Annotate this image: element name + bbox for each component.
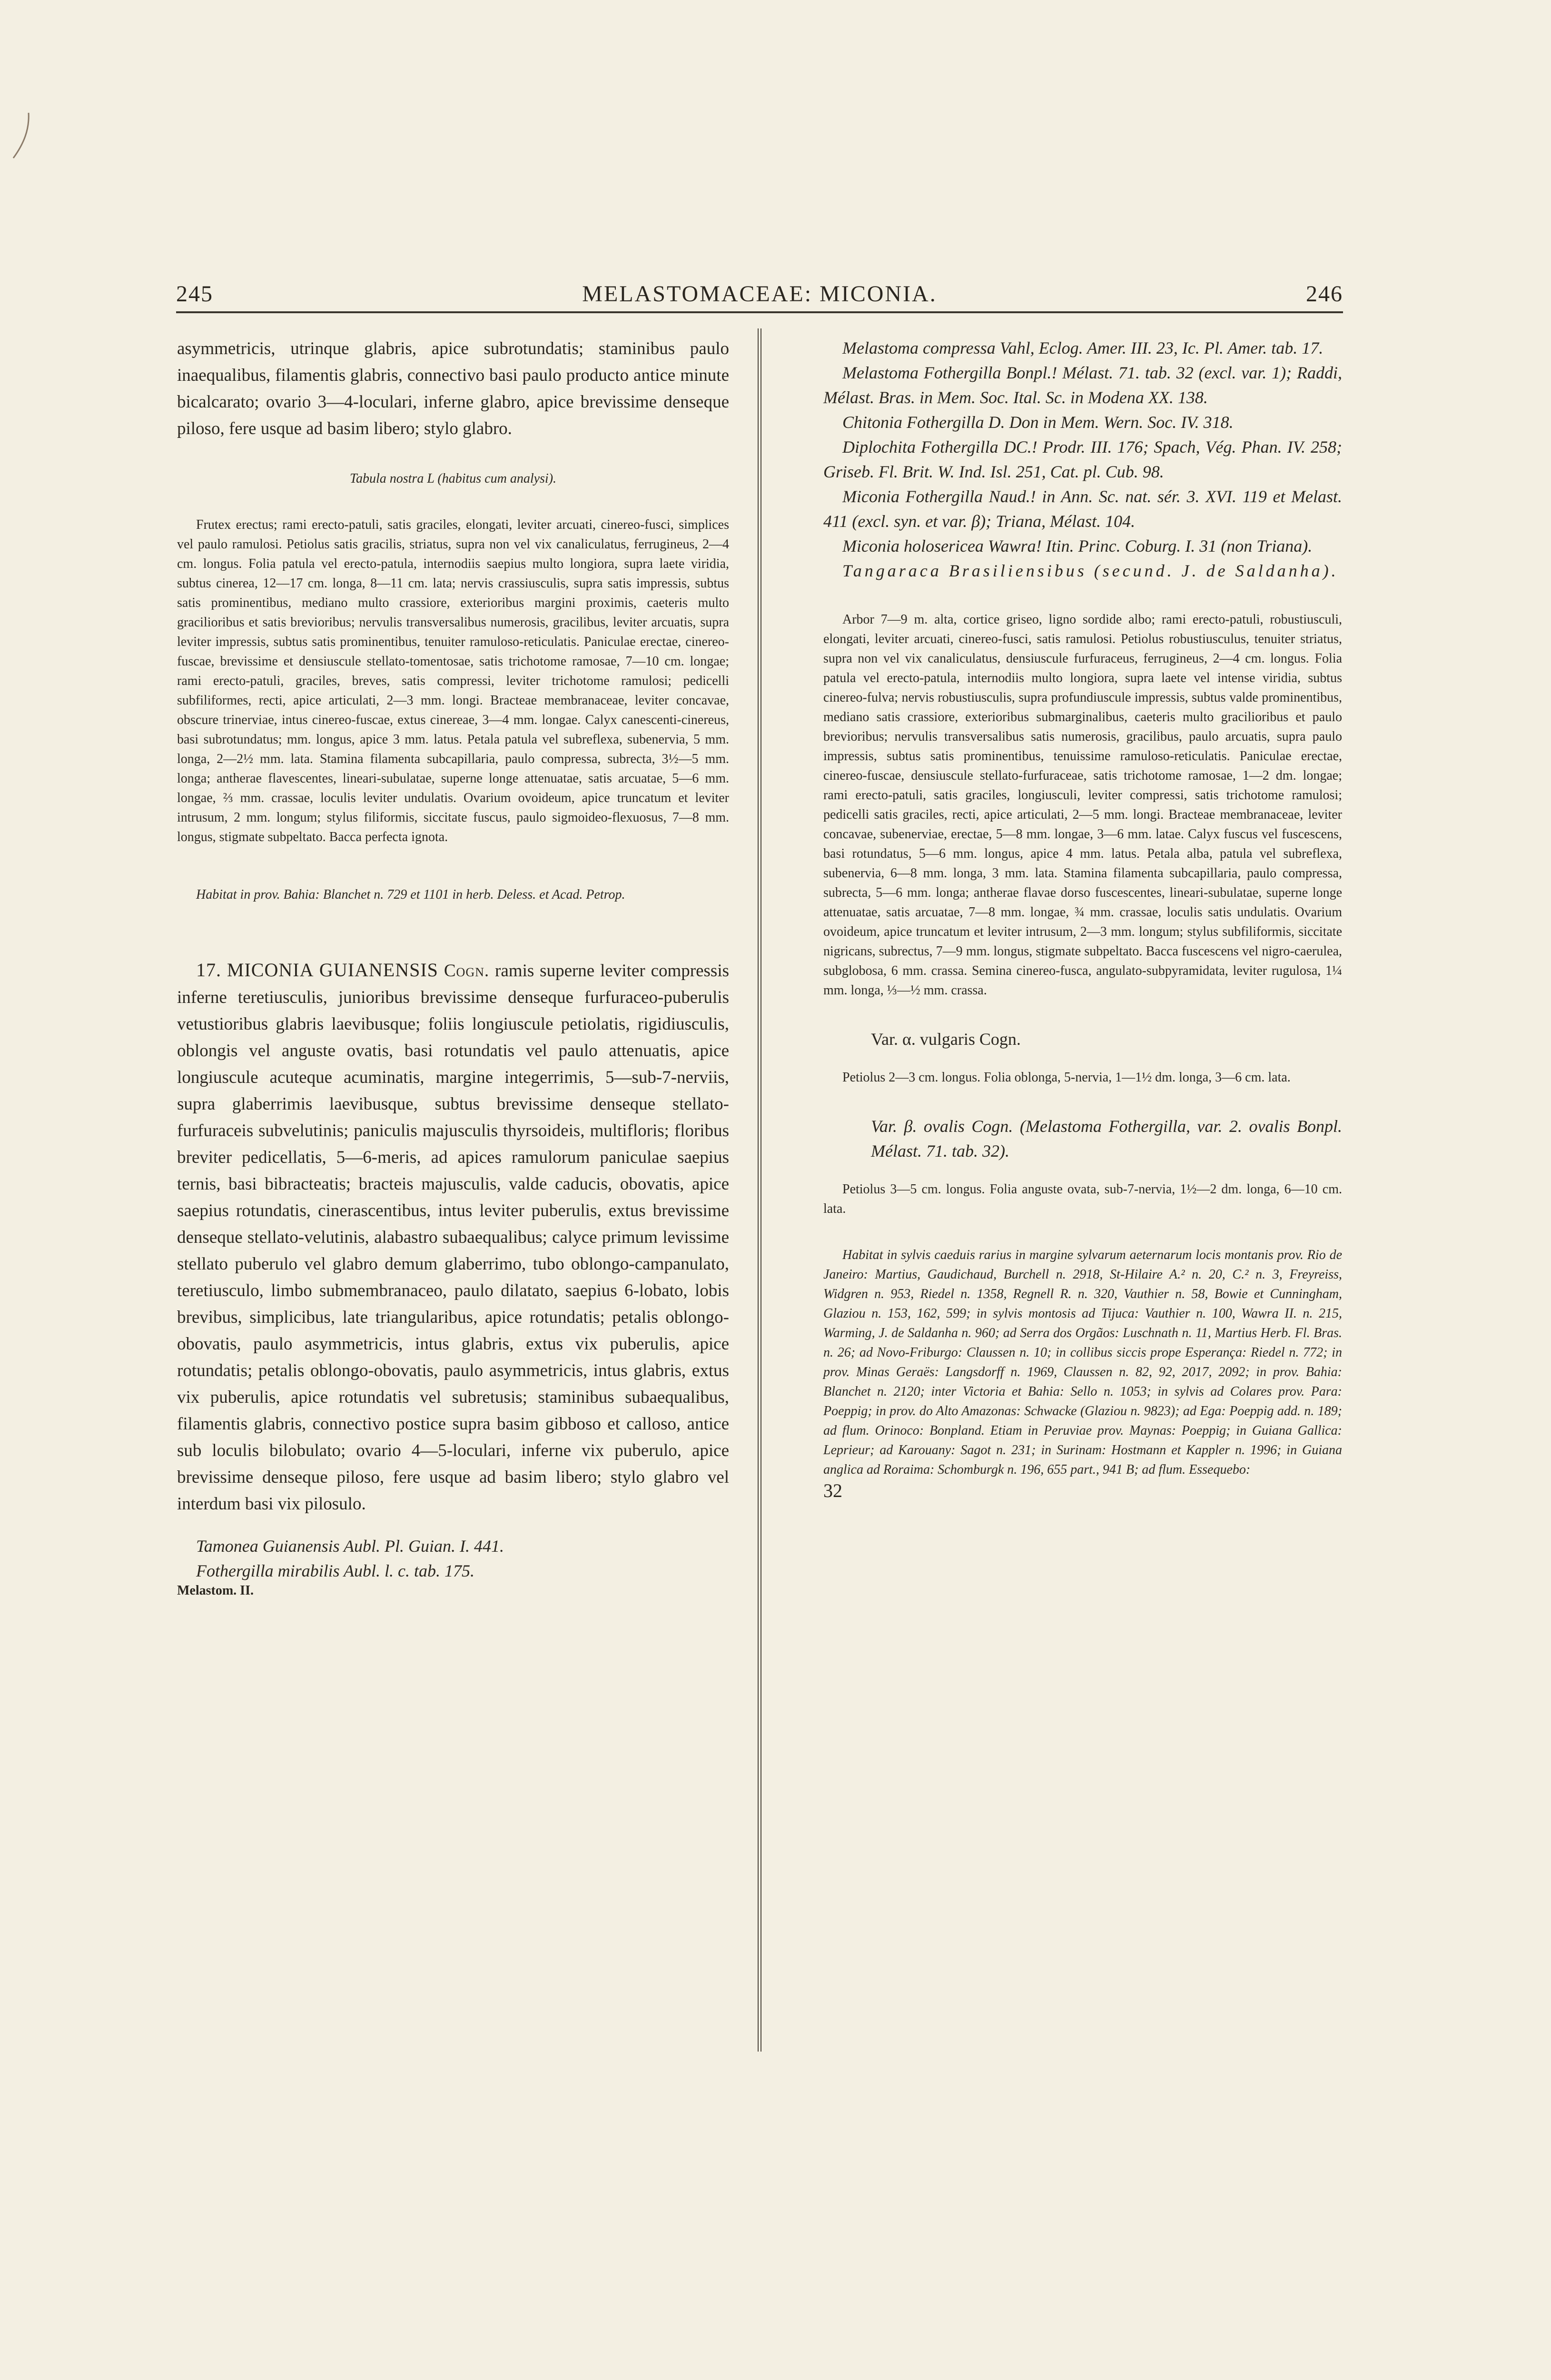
- synonym-line: Tamonea Guianensis Aubl. Pl. Guian. I. 441.: [196, 1537, 504, 1556]
- synonym-line: Melastoma Fothergilla Bonpl.! Mélast. 71. tab. 32 (excl. var. 1); Raddi, Mélast. Bras. in Mem. Soc. Ital. Sc. in Modena XX. 138.: [823, 363, 1342, 407]
- species-name: MICONIA GUIANENSIS: [227, 959, 438, 981]
- left-column: [177, 336, 729, 2380]
- pencil-mark: [10, 110, 38, 163]
- species-number: 17.: [196, 959, 221, 981]
- vernacular-name: Tangaraca Brasiliensibus (secund. J. de Saldanha).: [842, 561, 1339, 580]
- synonym-line: Fothergilla mirabilis Aubl. l. c. tab. 175.: [196, 1561, 474, 1580]
- synonym-line: Melastoma compressa Vahl, Eclog. Amer. III. 23, Ic. Pl. Amer. tab. 17.: [842, 338, 1324, 357]
- running-title: MELASTOMACEAE: MICONIA.: [582, 281, 937, 307]
- habitat-note: Habitat in sylvis caeduis rarius in margine sylvarum aeternarum locis montanis prov. Rio de Janeiro: Martius, Gaudichaud, Burchell n. 2918, St-Hilaire A.² n. 20, C.² n. 3, Freyreiss, Widgren n. 953, Riedel n. 1358, Regnell R. n. 320, Vauthier n. 58, Bowie et Cunningham, Glaziou n. 153, 162, 599; in sylvis montosis ad Tijuca: Vauthier n. 100, Wawra II. n. 215, Warming, J. de Saldanha n. 960; ad Serra dos Orgãos: Luschnath n. 11, Martius Herb. Fl. Bras. n. 26; ad Novo-Friburgo: Claussen n. 10; in collibus siccis prope Esperança: Riedel n. 772; in prov. Minas Geraës: Langsdorff n. 1969, Claussen n. 82, 92, 2017, 2092; in prov. Bahia: Blanchet n. 2120; inter Victoria et Bahia: Sello n. 1053; in sylvis ad Colares prov. Para: Poeppig; in prov. do Alto Amazonas: Schwacke (Glaziou n. 9823); ad Ega: Poeppig add. n. 189; ad flum. Orinoco: Bonpland. Etiam in Peruviae prov. Maynas: Poeppig; in Guiana Gallica: Leprieur; ad Karouany: Sagot n. 231; in Surinam: Hostmann et Kappler n. 1996; in Guiana anglica ad Roraima: Schomburgk n. 196, 655 part., 941 B; ad flum. Essequebo:: [823, 1248, 1342, 1477]
- detailed-description: Frutex erectus; rami erecto-patuli, satis graciles, elongati, leviter arcuati, cinereo-fusci, simplices vel paulo ramulosi. Petiolus satis gracilis, striatus, supra non vel vix canaliculatus, ferrugineus, 2—4 cm. longus. Folia patula vel erecto-patula, internodiis saepius multo longiora, supra laete viridia, subtus cinerea, 12—17 cm. longa, 8—11 cm. lata; nervis crassiusculis, supra satis impressis, subtus satis prominentibus, mediano multo crassiore, exterioribus margini proximis, caeteris multo gracilioribus et satis brevioribus; nervulis transversalibus numerosis, gracilibus, leviter arcuatis, supra leviter impressis, subtus satis prominentibus, tenuiter ramuloso-reticulatis. Paniculae erectae, cinereo-fuscae, brevissime et densiuscule stellato-tomentosae, satis trichotome ramosae, 7—10 cm. longae; rami erecto-patuli, graciles, breves, satis compressi, leviter trichotome ramulosi; pedicelli subfiliformes, recti, apice articulati, 2—3 mm. longi. Bracteae membranaceae, leviter concavae, obscure trinerviae, intus cinereo-fuscae, extus cinereae, 3—4 mm. longae. Calyx canescenti-cinereus, basi subrotundatus; mm. longus, apice 3 mm. latus. Petala patula vel subreflexa, subenervia, 5 mm. longa, 2—2½ mm. lata. Stamina filamenta subcapillaria, paulo compressa, subrecta, 3½—5 mm. longa; antherae flavescentes, lineari-subulatae, superne longe attenuatae, satis arcuatae, 5—6 mm. longae, ⅔ mm. crassae, loculis leviter undulatis. Ovarium ovoideum, apice truncatum et leviter intrusum, 2 mm. longum; stylus filiformis, siccitate fuscus, paulo sigmoideo-flexuosus, 7—8 mm. longus, stigmate subpeltato. Bacca perfecta ignota.: [177, 517, 729, 844]
- plate-reference: Tabula nostra L (habitus cum analysi).: [349, 471, 557, 486]
- variety-beta-heading: Var. β. ovalis Cogn. (Melastoma Fothergilla, var. 2. ovalis Bonpl. Mélast. 71. tab. 32).: [871, 1117, 1342, 1160]
- synonym-line: Miconia Fothergilla Naud.! in Ann. Sc. nat. sér. 3. XVI. 119 et Melast. 411 (excl. syn. et var. β); Triana, Mélast. 104.: [823, 487, 1342, 531]
- right-column: [823, 336, 1342, 2380]
- variety-alpha-text: Petiolus 2—3 cm. longus. Folia oblonga, 5-nervia, 1—1½ dm. longa, 3—6 cm. lata.: [842, 1070, 1291, 1085]
- synonym-line: Chitonia Fothergilla D. Don in Mem. Wern. Soc. IV. 318.: [842, 413, 1234, 432]
- header-rule: [176, 311, 1343, 313]
- running-header: [176, 281, 1343, 314]
- page-number-right: 246: [1306, 281, 1343, 307]
- species-diagnosis: ramis superne leviter compressis inferne teretiusculis, junioribus brevissime denseque furfuraceo-puberulis vetustioribus glabris laevibusque; foliis longiuscule petiolatis, rigidiusculis, oblongis vel anguste ovatis, basi rotundatis vel paulo attenuatis, apice longiuscule acuteque acuminatis, margine integerrimis, 5—sub-7-nerviis, supra glaberrimis laevibusque, subtus brevissime denseque stellato-furfuraceis subvelutinis; paniculis majusculis thyrsoideis, multifloris; floribus breviter pedicellatis, 5—6-meris, ad apices ramulorum paniculae saepius ternis, basi bibracteatis; bracteis majusculis, valde caducis, obovatis, apice saepius rotundatis, cinerascentibus, intus leviter puberulis, extus brevissime denseque stellato-velutinis, alabastro subaequalibus; calyce primum levissime stellato puberulo vel glabro demum glaberrimo, tubo oblongo-campanulato, teretiusculo, limbo submembranaceo, paulo dilatato, saepius 6-lobato, lobis brevibus, simplicibus, late triangularibus, apice rotundatis; petalis oblongo-obovatis, paulo asymmetricis, intus glabris, extus vix puberulis, apice rotundatis; petalis oblongo-obovatis, paulo asymmetricis, intus glabris, extus vix puberulis, apice rotundatis vel subretusis; staminibus subaequalibus, filamentis glabris, connectivo postice supra basim gibboso et calloso, antice sub loculis bilobulato; ovario 4—5-loculari, inferne vix puberulo, apice brevissime denseque piloso, fere usque ad basim libero; stylo glabro vel interdum basi vix pilosulo.: [177, 961, 730, 1514]
- habitat-note: Habitat in prov. Bahia: Blanchet n. 729 et 1101 in herb. Deless. et Acad. Petrop.: [196, 887, 625, 902]
- variety-beta-text: Petiolus 3—5 cm. longus. Folia anguste ovata, sub-7-nervia, 1½—2 dm. longa, 6—10 cm. lata.: [823, 1182, 1342, 1216]
- detailed-description: Arbor 7—9 m. alta, cortice griseo, ligno sordide albo; rami erecto-patuli, robustiusculi, elongati, leviter arcuati, cinereo-fusci, satis ramulosi. Petiolus robustiusculus, tenuiter striatus, supra non vel vix canaliculatus, densiuscule furfuraceus, ferrugineus, 2—4 cm. longus. Folia patula vel erecto-patula, internodiis multo longiora, supra laete vel intense viridia, subtus cinereo-fulva; nervis robustiusculis, supra profundiuscule impressis, subtus valde prominentibus, mediano satis crassiore, exterioribus submarginalibus, caeteris multo gracilioribus et paulo brevioribus; nervulis transversalibus satis numerosis, gracilibus, paulo arcuatis, supra paulo impressis, subtus satis prominentibus, tenuissime ramuloso-reticulatis. Paniculae erectae, cinereo-fuscae, densiuscule stellato-furfuraceae, satis trichotome ramosae, 1—2 dm. longae; rami erecto-patuli, satis graciles, longiusculi, leviter compressi, satis trichotome ramulosi; pedicelli satis graciles, recti, apice articulati, 2—5 mm. longi. Bracteae membranaceae, leviter concavae, subenerviae, erectae, 5—8 mm. longae, 3—6 mm. latae. Calyx fuscus vel fuscescens, basi rotundatus, 5—6 mm. longus, apice 4 mm. latus. Petala alba, patula vel subreflexa, subenervia, 6—8 mm. longa, 3 mm. lata. Stamina filamenta subcapillaria, paulo compressa, subrecta, 5—6 mm. longa; antherae flavae dorso fuscescentes, lineari-subulatae, superne longe attenuatae, satis arcuatae, 7—8 mm. longae, ¾ mm. crassae, loculis satis undulatis. Ovarium ovoideum, apice truncatum et leviter intrusum, 2—3 mm. longum; stylus subfiliformis, siccitate nigricans, subrectus, 7—9 mm. longus, stigmate subpeltato. Bacca fuscescens vel nigro-caerulea, subglobosa, 6 mm. crassa. Semina cinereo-fusca, angulato-subpyramidata, leviter rugulosa, 1¼ mm. longa, ⅓—½ mm. crassa.: [823, 612, 1342, 998]
- signature-number: 32: [823, 1480, 842, 1501]
- signature-mark: Melastom. II.: [177, 1583, 254, 1598]
- column-divider: [758, 328, 761, 2052]
- description-continued: asymmetricis, utrinque glabris, apice subrotundatis; staminibus paulo inaequalibus, filamentis glabris, connectivo basi paulo producto antice minute bicalcarato; ovario 3—4-loculari, inferne glabro, apice brevissime denseque piloso, fere usque ad basim libero; stylo glabro.: [177, 339, 729, 438]
- variety-alpha-heading: Var. α. vulgaris Cogn.: [871, 1030, 1021, 1049]
- species-author: Cogn.: [444, 961, 490, 981]
- synonym-line: Diplochita Fothergilla DC.! Prodr. III. 176; Spach, Vég. Phan. IV. 258; Griseb. Fl. Brit. W. Ind. Isl. 251, Cat. pl. Cub. 98.: [823, 437, 1342, 481]
- synonym-line: Miconia holosericea Wawra! Itin. Princ. Coburg. I. 31 (non Triana).: [842, 536, 1313, 555]
- species-entry: [177, 957, 729, 1517]
- page-number-left: 245: [176, 281, 213, 307]
